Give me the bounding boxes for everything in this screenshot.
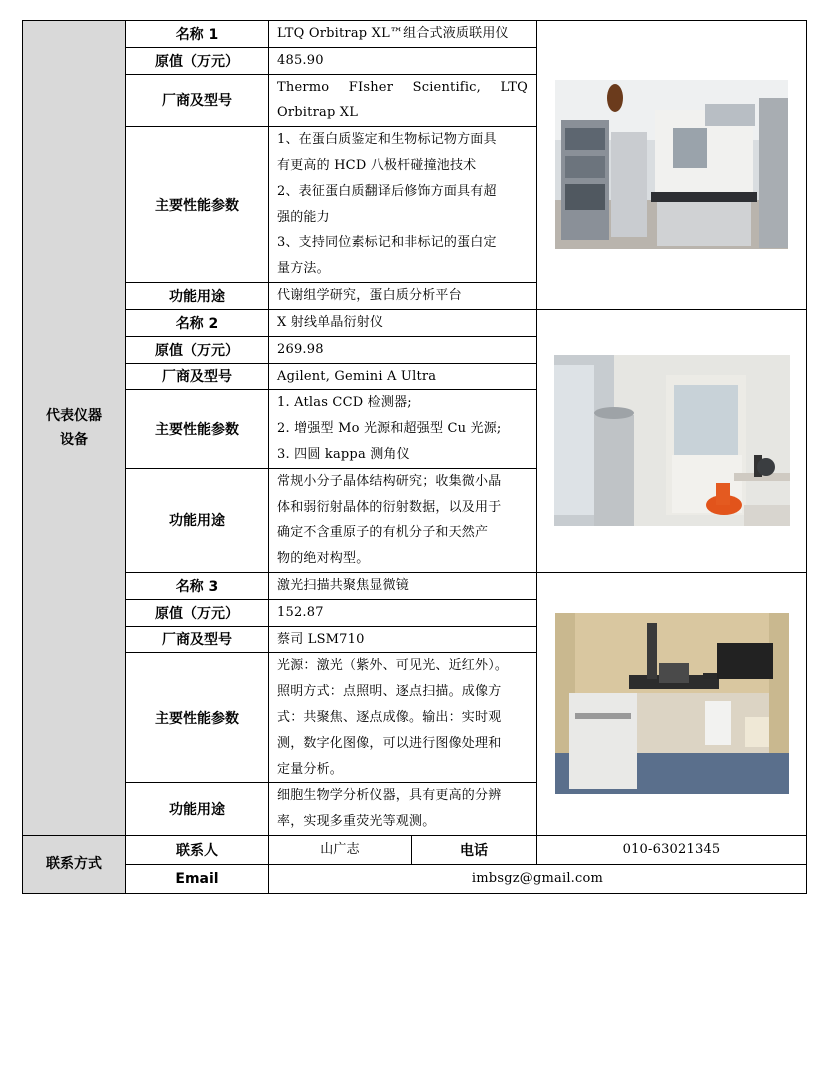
label-phone: 电话 — [412, 835, 537, 864]
instrument-2-name: X 射线单晶衍射仪 — [269, 309, 537, 336]
label-maker-1: 厂商及型号 — [126, 74, 269, 127]
label-params-1: 主要性能参数 — [126, 127, 269, 283]
label-email: Email — [126, 864, 269, 893]
equipment-table — [22, 20, 807, 894]
instrument-3-maker: 蔡司 LSM710 — [269, 626, 537, 653]
label-price-2: 原值（万元） — [126, 336, 269, 363]
label-maker-2: 厂商及型号 — [126, 363, 269, 390]
contact-phone: 010-63021345 — [537, 835, 807, 864]
label-usage-1: 功能用途 — [126, 283, 269, 310]
instrument-1-photo-cell — [537, 21, 807, 310]
label-name-3: 名称 3 — [126, 572, 269, 599]
instrument-1-photo — [555, 80, 788, 249]
instrument-2-photo — [554, 355, 790, 526]
instrument-2-price: 269.98 — [269, 336, 537, 363]
label-price-1: 原值（万元） — [126, 47, 269, 74]
label-usage-2: 功能用途 — [126, 468, 269, 572]
instrument-2-params: 1. Atlas CCD 检测器; 2. 增强型 Mo 光源和超强型 Cu 光源; 3. 四圆 kappa 测角仪 — [269, 390, 537, 468]
instrument-1-maker: Thermo FIsher Scientific, LTQ Orbitrap XL — [269, 74, 537, 127]
label-params-3: 主要性能参数 — [126, 653, 269, 783]
label-price-3: 原值（万元） — [126, 599, 269, 626]
contact-person: 山广志 — [269, 835, 412, 864]
instrument-1-name: LTQ Orbitrap XL™组合式液质联用仪 — [269, 21, 537, 48]
contact-email: imbsgz@gmail.com — [269, 864, 807, 893]
instrument-3-name: 激光扫描共聚焦显微镜 — [269, 572, 537, 599]
instrument-2-photo-cell — [537, 309, 807, 572]
instrument-2-maker: Agilent, Gemini A Ultra — [269, 363, 537, 390]
instrument-3-params: 光源：激光（紫外、可见光、近红外）。 照明方式：点照明、逐点扫描。成像方 式：共聚焦、逐点成像。输出：实时观 测，数字化图像，可以进行图像处理和 定量分析。 — [269, 653, 537, 783]
instrument-3-photo-cell — [537, 572, 807, 835]
label-maker-3: 厂商及型号 — [126, 626, 269, 653]
section-contact-label: 联系方式 — [23, 835, 126, 893]
label-name-2: 名称 2 — [126, 309, 269, 336]
instrument-2-usage: 常规小分子晶体结构研究；收集微小晶 体和弱衍射晶体的衍射数据，以及用于 确定不含重原子的有机分子和天然产 物的绝对构型。 — [269, 468, 537, 572]
instrument-3-price: 152.87 — [269, 599, 537, 626]
section-equipment-label: 代表仪器设备 — [23, 21, 126, 836]
label-usage-3: 功能用途 — [126, 783, 269, 836]
instrument-3-photo — [555, 613, 789, 794]
label-name-1: 名称 1 — [126, 21, 269, 48]
instrument-1-price: 485.90 — [269, 47, 537, 74]
instrument-3-usage: 细胞生物学分析仪器，具有更高的分辨 率，实现多重荧光等观测。 — [269, 783, 537, 836]
instrument-1-params: 1、在蛋白质鉴定和生物标记物方面具 有更高的 HCD 八极杆碰撞池技术 2、表征蛋白质翻译后修饰方面具有超 强的能力 3、支持同位素标记和非标记的蛋白定 量方法。 — [269, 127, 537, 283]
label-params-2: 主要性能参数 — [126, 390, 269, 468]
instrument-1-usage: 代谢组学研究，蛋白质分析平台 — [269, 283, 537, 310]
label-contact-person: 联系人 — [126, 835, 269, 864]
